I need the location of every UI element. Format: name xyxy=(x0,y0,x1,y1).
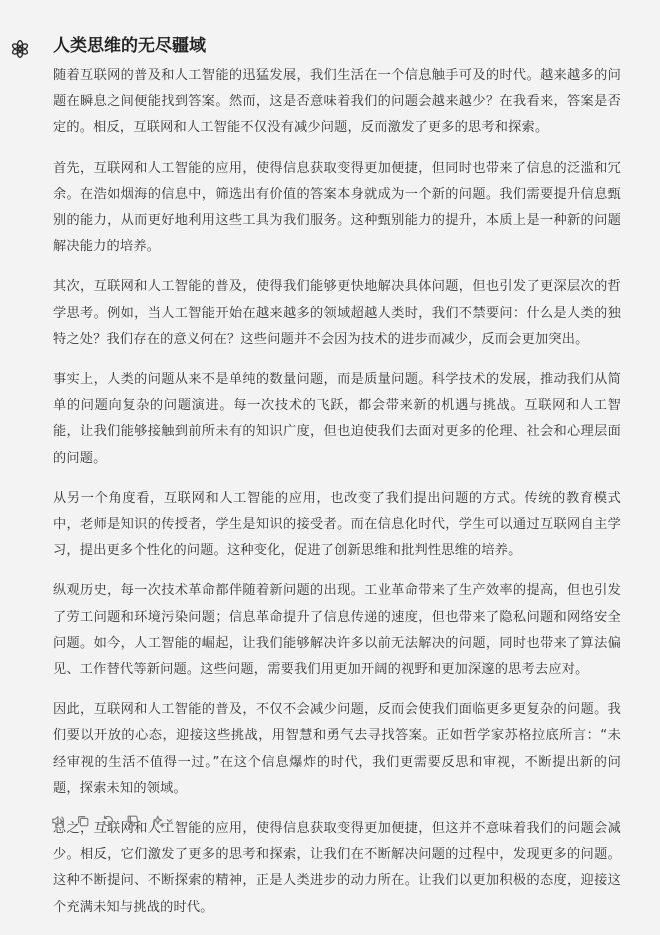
copy-icon[interactable] xyxy=(75,813,91,829)
message-paragraph: 随着互联网的普及和人工智能的迅猛发展，我们生活在一个信息触手可及的时代。越来越多的问题在瞬息之间便能找到答案。然而，这是否意味着我们的问题会越来越少？在我看来，答案是否定的。相反，互联网和人工智能不仅没有减少问题，反而激发了更多的思考和探索。 xyxy=(53,68,621,136)
message-paragraph: 总之，互联网和人工智能的应用，使得信息获取变得更加便捷，但这并不意味着我们的问题会减少。相反，它们激发了更多的思考和探索，让我们在不断解决问题的过程中，发现更多的问题。这种不断提问、不断探索的精神，正是人类进步的动力所在。让我们以更加积极的态度，迎接这个充满未知与挑战的时代。 xyxy=(53,821,621,915)
message-paragraph: 因此，互联网和人工智能的普及，不仅不会减少问题，反而会使我们面临更多更复杂的问题。我们要以开放的心态，迎接这些挑战，用智慧和勇气去寻找答案。正如哲学家苏格拉底所言：“未经审视的生活不值得一过。”在这个信息爆炸的时代，我们更需要反思和审视，不断提出新的问题，探索未知的领域。 xyxy=(53,702,621,796)
model-switch-icon[interactable] xyxy=(150,813,176,829)
message-paragraph: 首先，互联网和人工智能的应用，使得信息获取变得更加便捷，但同时也带来了信息的泛滥和冗余。在浩如烟海的信息中，筛选出有价值的答案本身就成为一个新的问题。我们需要提升信息甄别的能力，从而更好地利用这些工具为我们服务。这种甄别能力的提升，本质上是一种新的问题解决能力的培养。 xyxy=(53,160,621,255)
assistant-message xyxy=(53,34,621,935)
message-paragraph: 其次，互联网和人工智能的普及，使得我们能够更快地解决具体问题，但也引发了更深层次的哲学思考。例如，当人工智能开始在越来越多的领域超越人类时，我们不禁要问：什么是人类的独特之处？我们存在的意义何在？这些问题并不会因为技术的进步而减少，反而会更加突出。 xyxy=(53,279,621,347)
thumbs-down-icon[interactable] xyxy=(125,813,141,829)
message-paragraph: 纵观历史，每一次技术革命都伴随着新问题的出现。工业革命带来了生产效率的提高，但也引发了劳工问题和环境污染问题；信息革命提升了信息传递的速度，但也带来了隐私问题和网络安全问题。如今，人工智能的崛起，让我们能够解决许多以前无法解决的问题，同时也带来了算法偏见、工作替代等新问题。这些问题，需要我们用更加开阔的视野和更加深邃的思考去应对。 xyxy=(53,583,621,678)
message-paragraph: 事实上，人类的问题从来不是单纯的数量问题，而是质量问题。科学技术的发展，推动我们从简单的问题向复杂的问题演进。每一次技术的飞跃，都会带来新的机遇与挑战。互联网和人工智能，让我们能够接触到前所未有的知识广度，但也迫使我们去面对更多的伦理、社会和心理层面的问题。 xyxy=(53,372,621,466)
message-action-bar xyxy=(50,813,176,829)
openai-knot-icon xyxy=(10,39,30,59)
message-title: 人类思维的无尽疆域 xyxy=(53,36,206,56)
regenerate-icon[interactable] xyxy=(100,813,116,829)
message-paragraph: 从另一个角度看，互联网和人工智能的应用，也改变了我们提出问题的方式。传统的教育模式中，老师是知识的传授者，学生是知识的接受者。而在信息化时代，学生可以通过互联网自主学习，提出更多个性化的问题。这种变化，促进了创新思维和批判性思维的培养。 xyxy=(53,490,621,559)
read-aloud-icon[interactable] xyxy=(50,813,66,829)
